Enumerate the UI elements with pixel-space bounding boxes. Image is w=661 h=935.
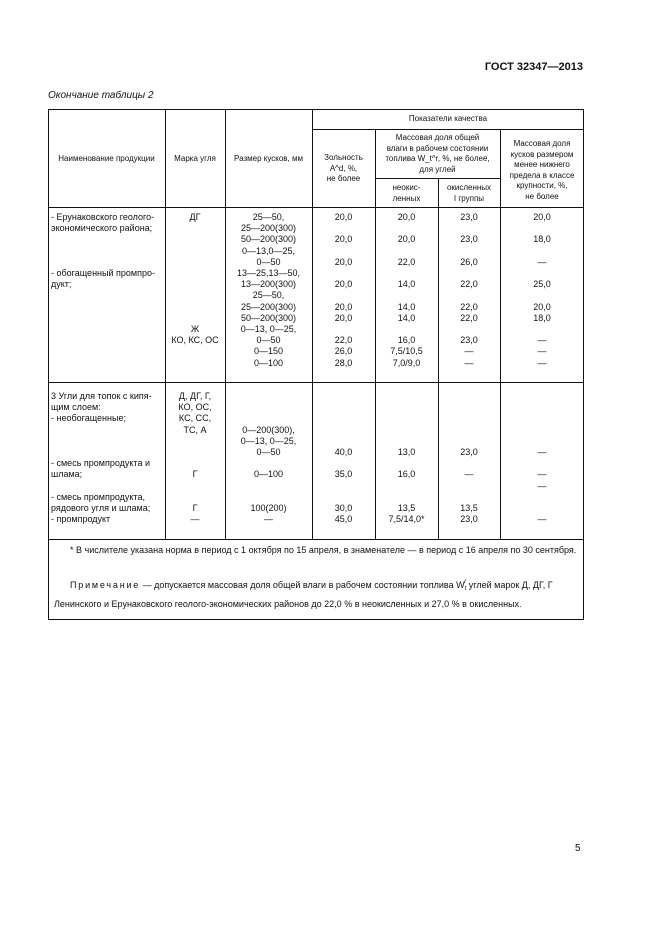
- section2-oxidized-column: [438, 391, 500, 525]
- cell: [500, 413, 584, 424]
- cell: [375, 425, 438, 436]
- cell: —: [464, 357, 474, 368]
- cell: [51, 246, 163, 257]
- cell: 50—200(300): [240, 312, 297, 323]
- cell: [375, 436, 438, 447]
- section2-unoxidized-column: [375, 391, 438, 525]
- cell: [225, 369, 312, 380]
- note-text-cont: углей марок Д, ДГ, Г Ленинского и Ерунаковского геолого-экономических районов до 22,0 % в неокисленных и 27,0 % в окисленных.: [54, 580, 553, 609]
- cell: 13—25,13—50,: [236, 268, 301, 279]
- note-label: Примечание: [70, 580, 141, 590]
- standard-number: ГОСТ 32347—2013: [484, 61, 583, 73]
- cell: 14,0: [397, 301, 416, 312]
- rule: [48, 382, 584, 383]
- cell: [438, 436, 500, 447]
- cell: —: [537, 357, 547, 368]
- cell: [375, 223, 438, 234]
- header-oxidized: окисленных I группы: [446, 183, 492, 203]
- cell: [165, 257, 225, 268]
- note-superscript: r: [464, 579, 467, 585]
- cell: [225, 402, 312, 413]
- cell: 23,0: [460, 234, 478, 245]
- cell: КО, ОС,: [178, 402, 212, 413]
- cell: [165, 481, 225, 492]
- cell: —: [537, 256, 547, 267]
- section2-size-column: [225, 391, 312, 525]
- cell: [312, 413, 375, 424]
- cell: 22,0: [460, 312, 478, 323]
- section1-ash-column: [312, 212, 375, 380]
- cell: [51, 358, 163, 369]
- cell: [375, 458, 438, 469]
- cell: [312, 290, 375, 301]
- cell: [225, 458, 312, 469]
- cell: 0—13,0—25,: [241, 245, 296, 256]
- cell: —: [537, 469, 547, 480]
- cell: [312, 223, 375, 234]
- cell: [312, 425, 375, 436]
- cell: 14,0: [397, 312, 416, 323]
- cell: [438, 458, 500, 469]
- cell: 23,0: [460, 335, 478, 346]
- cell: [500, 391, 584, 402]
- cell: [312, 402, 375, 413]
- header-product: Наименование продукции: [58, 154, 155, 163]
- cell: [500, 503, 584, 514]
- cell: [165, 346, 225, 357]
- cell: 13,5: [460, 503, 478, 514]
- cell: 45,0: [334, 514, 353, 525]
- cell: [51, 447, 163, 458]
- cell: [500, 369, 584, 380]
- cell: [438, 290, 500, 301]
- cell: 23,0: [460, 212, 478, 222]
- note-text: — допускается массовая доля общей влаги в рабочем состоянии топлива W: [142, 580, 465, 590]
- section1-unoxidized-column: [375, 212, 438, 380]
- cell: [312, 492, 375, 503]
- cell: —: [537, 514, 547, 525]
- section2-grade-column: [165, 391, 225, 525]
- cell: 20,0: [334, 256, 353, 267]
- cell: [375, 402, 438, 413]
- cell: 13—200(300): [240, 279, 297, 290]
- cell: дукт;: [51, 279, 72, 290]
- cell: 20,0: [334, 312, 353, 323]
- cell: [500, 223, 584, 234]
- cell: [165, 279, 225, 290]
- rule: [48, 539, 584, 540]
- cell: 0—100: [253, 469, 284, 480]
- cell: [312, 458, 375, 469]
- cell: 20,0: [334, 234, 353, 245]
- cell: 20,0: [334, 212, 353, 222]
- header-fines: Массовая доля кусков размером менее нижнего предела в классе крупности, %, не более: [509, 139, 575, 201]
- cell: 23,0: [460, 447, 478, 458]
- cell: [312, 268, 375, 279]
- cell: 0—50: [256, 335, 281, 346]
- cell: 25—50,: [252, 290, 285, 301]
- section1-product-column: [51, 212, 163, 380]
- header-unoxidized: неокис- ленных: [392, 183, 421, 203]
- cell: [165, 246, 225, 257]
- cell: 0—50: [256, 256, 281, 267]
- cell: [51, 436, 163, 447]
- cell: —: [190, 514, 200, 525]
- cell: 28,0: [334, 357, 353, 368]
- cell: 35,0: [334, 469, 353, 480]
- cell: щим слоем:: [51, 402, 101, 413]
- section1-fines-column: [500, 212, 584, 380]
- cell: 7,0/9,0: [392, 357, 421, 368]
- header-moisture: Массовая доля общей влаги в рабочем состоянии топлива W_t^r, %, не более, для углей: [385, 133, 490, 174]
- cell: [438, 492, 500, 503]
- cell: [165, 290, 225, 301]
- cell: [165, 369, 225, 380]
- page-number: 5: [575, 843, 581, 854]
- section2-ash-column: [312, 391, 375, 525]
- cell: —: [537, 447, 547, 458]
- cell: [165, 302, 225, 313]
- cell: [165, 223, 225, 234]
- cell: [51, 257, 163, 268]
- cell: [165, 268, 225, 279]
- cell: [500, 458, 584, 469]
- cell: 13,5: [397, 503, 416, 514]
- section1-grade-column: [165, 212, 225, 380]
- cell: КС, СС,: [178, 413, 212, 424]
- cell: [51, 369, 163, 380]
- cell: 25,0: [533, 279, 551, 290]
- cell: ДГ: [189, 212, 201, 222]
- table-note: [54, 575, 580, 612]
- cell: - промпродукт: [51, 514, 111, 525]
- cell: —: [537, 346, 547, 357]
- cell: [51, 425, 163, 436]
- cell: 20,0: [334, 279, 353, 290]
- cell: [312, 246, 375, 257]
- cell: [225, 413, 312, 424]
- cell: - смесь промпродукта,: [51, 491, 145, 502]
- cell: 22,0: [460, 279, 478, 290]
- cell: [438, 481, 500, 492]
- cell: - обогащенный промпро-: [51, 268, 155, 279]
- cell: 18,0: [533, 312, 551, 323]
- cell: 22,0: [334, 335, 353, 346]
- cell: [375, 268, 438, 279]
- cell: [375, 246, 438, 257]
- cell: [500, 425, 584, 436]
- cell: 0—100: [253, 357, 284, 368]
- cell: [165, 313, 225, 324]
- cell: 50—200(300): [240, 234, 297, 245]
- cell: КО, КС, ОС: [171, 335, 219, 346]
- header-grade: Марка угля: [174, 154, 216, 163]
- header-ash: Зольность A^d, %, не более: [324, 153, 363, 183]
- cell: [51, 313, 163, 324]
- cell: [51, 234, 163, 245]
- cell: [375, 391, 438, 402]
- cell: 25—200(300): [240, 301, 297, 312]
- table-caption: Окончание таблицы 2: [48, 90, 154, 101]
- cell: 100(200): [250, 503, 287, 514]
- cell: [51, 481, 163, 492]
- cell: [51, 290, 163, 301]
- section1-size-column: [225, 212, 312, 380]
- cell: 7,5/10,5: [390, 346, 423, 357]
- cell: [165, 492, 225, 503]
- rule: [312, 129, 584, 130]
- cell: [500, 246, 584, 257]
- cell: 0—13, 0—25,: [240, 435, 297, 446]
- cell: [165, 447, 225, 458]
- cell: 20,0: [397, 234, 416, 245]
- cell: Д, ДГ, Г,: [178, 391, 212, 401]
- cell: [438, 413, 500, 424]
- cell: Г: [192, 469, 198, 480]
- note-subscript: t: [464, 586, 467, 592]
- cell: [165, 358, 225, 369]
- cell: 14,0: [397, 279, 416, 290]
- cell: [438, 324, 500, 335]
- cell: —: [537, 335, 547, 346]
- cell: 40,0: [334, 447, 353, 458]
- section1-oxidized-column: [438, 212, 500, 380]
- cell: [165, 458, 225, 469]
- cell: - необогащенные;: [51, 413, 126, 424]
- cell: [312, 481, 375, 492]
- cell: [51, 324, 163, 335]
- rule: [48, 207, 584, 208]
- cell: 0—200(300),: [242, 424, 295, 435]
- cell: - Ерунаковского геолого-: [51, 212, 155, 222]
- cell: [375, 290, 438, 301]
- section2-product-column: [51, 391, 163, 525]
- cell: 20,0: [334, 301, 353, 312]
- cell: [438, 402, 500, 413]
- cell: —: [537, 480, 547, 491]
- cell: [438, 246, 500, 257]
- cell: [165, 436, 225, 447]
- cell: 13,0: [397, 447, 416, 458]
- cell: [225, 492, 312, 503]
- cell: [165, 234, 225, 245]
- cell: [500, 324, 584, 335]
- cell: [500, 436, 584, 447]
- cell: [225, 391, 312, 402]
- cell: [375, 413, 438, 424]
- cell: 26,0: [334, 346, 353, 357]
- cell: 20,0: [533, 212, 551, 222]
- cell: экономического района;: [51, 223, 153, 234]
- cell: [312, 369, 375, 380]
- cell: Г: [192, 503, 198, 514]
- cell: [438, 223, 500, 234]
- cell: [500, 268, 584, 279]
- cell: [51, 302, 163, 313]
- cell: —: [464, 469, 474, 480]
- cell: 22,0: [460, 301, 478, 312]
- cell: [438, 369, 500, 380]
- cell: 26,0: [460, 256, 478, 267]
- cell: 30,0: [334, 503, 353, 514]
- cell: [51, 346, 163, 357]
- footnote: * В числителе указана норма в период с 1 октября по 15 апреля, в знаменателе — в период с 16 апреля по 30 сентября.: [70, 545, 577, 555]
- cell: [438, 391, 500, 402]
- cell: —: [464, 346, 474, 357]
- cell: —: [264, 514, 273, 525]
- cell: [375, 492, 438, 503]
- cell: 25—200(300): [240, 223, 297, 234]
- cell: [375, 369, 438, 380]
- cell: [312, 436, 375, 447]
- cell: шлама;: [51, 469, 83, 480]
- cell: 20,0: [533, 301, 551, 312]
- cell: 3 Угли для топок с кипя-: [51, 391, 152, 401]
- cell: ТС, А: [183, 424, 207, 435]
- cell: рядового угля и шлама;: [51, 503, 151, 514]
- cell: 25—50,: [252, 212, 285, 222]
- header-size: Размер кусков, мм: [234, 154, 303, 163]
- cell: [312, 324, 375, 335]
- cell: 23,0: [460, 514, 478, 525]
- cell: [312, 391, 375, 402]
- cell: [375, 481, 438, 492]
- cell: 22,0: [397, 256, 416, 267]
- cell: 20,0: [397, 212, 416, 222]
- cell: [438, 425, 500, 436]
- cell: 18,0: [533, 234, 551, 245]
- cell: [51, 335, 163, 346]
- cell: [500, 290, 584, 301]
- cell: Ж: [190, 324, 200, 335]
- cell: [500, 492, 584, 503]
- cell: 0—50: [256, 447, 281, 458]
- header-quality: Показатели качества: [408, 114, 488, 123]
- section2-fines-column: [500, 391, 584, 525]
- cell: 16,0: [397, 469, 416, 480]
- cell: [500, 402, 584, 413]
- cell: 16,0: [397, 335, 416, 346]
- cell: - смесь промпродукта и: [51, 458, 150, 469]
- cell: 7,5/14,0*: [388, 514, 425, 525]
- cell: 0—13, 0—25,: [240, 324, 297, 335]
- cell: [438, 268, 500, 279]
- cell: [225, 481, 312, 492]
- cell: 0—150: [253, 346, 284, 357]
- cell: [375, 324, 438, 335]
